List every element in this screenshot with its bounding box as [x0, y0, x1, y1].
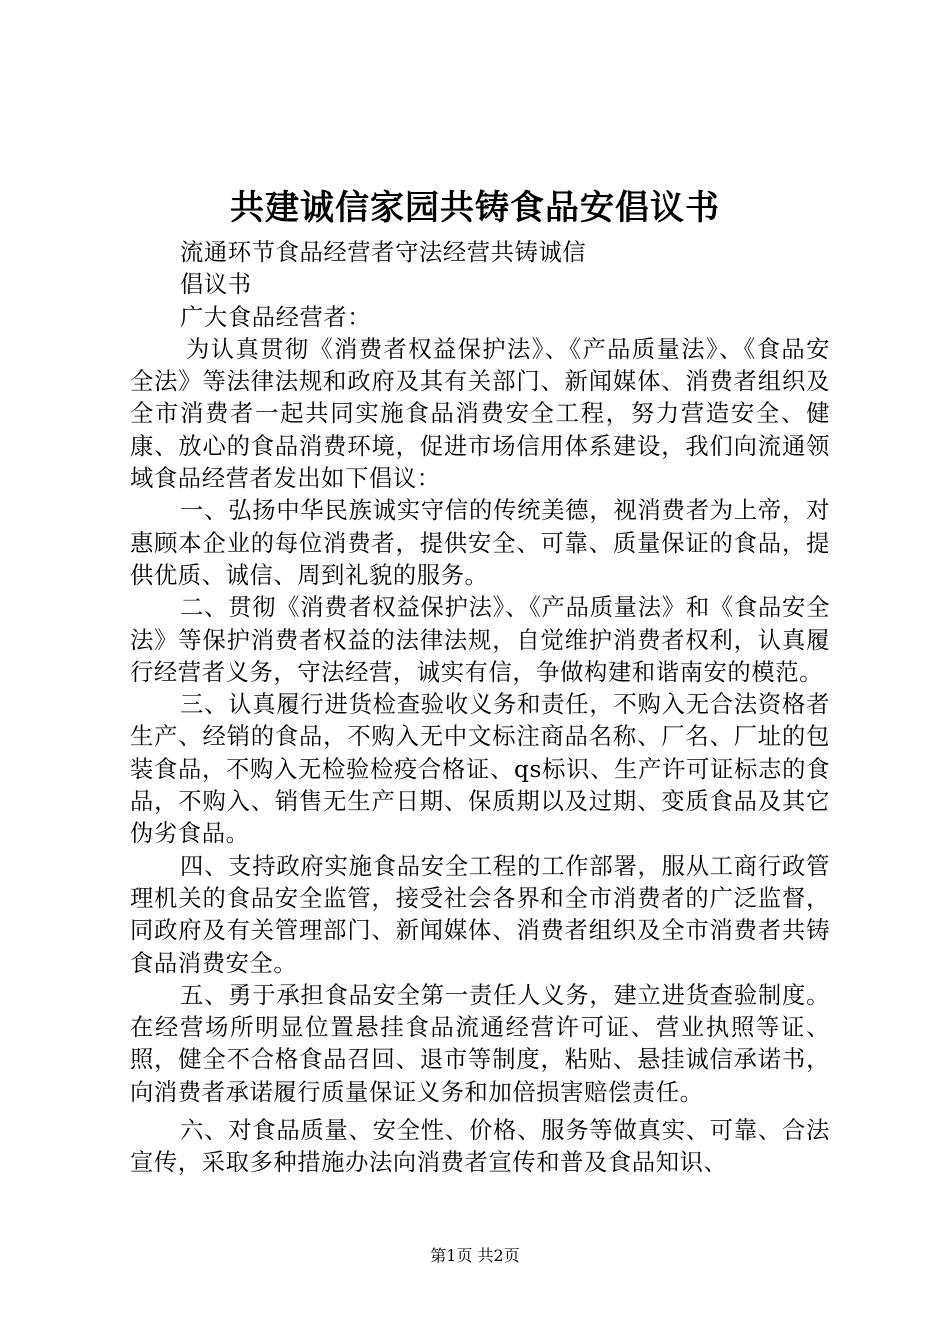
paragraph-item-3: 三、认真履行进货检查验收义务和责任，不购入无合法资格者生产、经销的食品，不购入无中文标注商品名称、厂名、厂址的包装食品，不购入无检验检疫合格证、qs标识、生产许可证标志的食品，不购入、销售无生产日期、保质期以及过期、变质食品及其它伪劣食品。: [130, 691, 830, 848]
paragraph-intro: 为认真贯彻《消费者权益保护法》、《产品质量法》、《食品安全法》等法律法规和政府及其有关部门、新闻媒体、消费者组织及全市消费者一起共同实施食品消费安全工程，努力营造安全、健康、放心的食品消费环境，促进市场信用体系建设，我们向流通领域食品经营者发出如下倡议：: [130, 335, 830, 493]
subtitle-line-1: 流通环节食品经营者守法经营共铸诚信: [180, 239, 587, 266]
salutation: 广大食品经营者：: [180, 303, 372, 331]
paragraph-item-5: 五、勇于承担食品安全第一责任人义务，建立进货查验制度。在经营场所明显位置悬挂食品流通经营许可证、营业执照等证、照，健全不合格食品召回、退市等制度，粘贴、悬挂诚信承诺书，向消费者承诺履行质量保证义务和加倍损害赔偿责任。: [130, 981, 830, 1106]
document-body: [130, 237, 830, 1180]
page-number-footer: 第1页 共2页: [430, 1246, 520, 1265]
subtitle-line-2: 倡议书: [180, 271, 252, 299]
document-title: 共建诚信家园共铸食品安倡议书: [230, 188, 720, 228]
paragraph-item-4: 四、支持政府实施食品安全工程的工作部署，服从工商行政管理机关的食品安全监管，接受社会各界和全市消费者的广泛监督，同政府及有关管理部门、新闻媒体、消费者组织及全市消费者共铸食品消费安全。: [130, 852, 830, 977]
paragraph-item-6: 六、对食品质量、安全性、价格、服务等做真实、可靠、合法宣传，采取多种措施办法向消费者宣传和普及食品知识、: [130, 1117, 830, 1177]
paragraph-item-2: 二、贯彻《消费者权益保护法》、《产品质量法》和《食品安全法》等保护消费者权益的法律法规，自觉维护消费者权利，认真履行经营者义务，守法经营，诚实有信，争做构建和谐南安的模范。: [130, 594, 830, 686]
paragraph-item-1: 一、弘扬中华民族诚实守信的传统美德，视消费者为上帝，对惠顾本企业的每位消费者，提供安全、可靠、质量保证的食品，提供优质、诚信、周到礼貌的服务。: [130, 497, 830, 589]
